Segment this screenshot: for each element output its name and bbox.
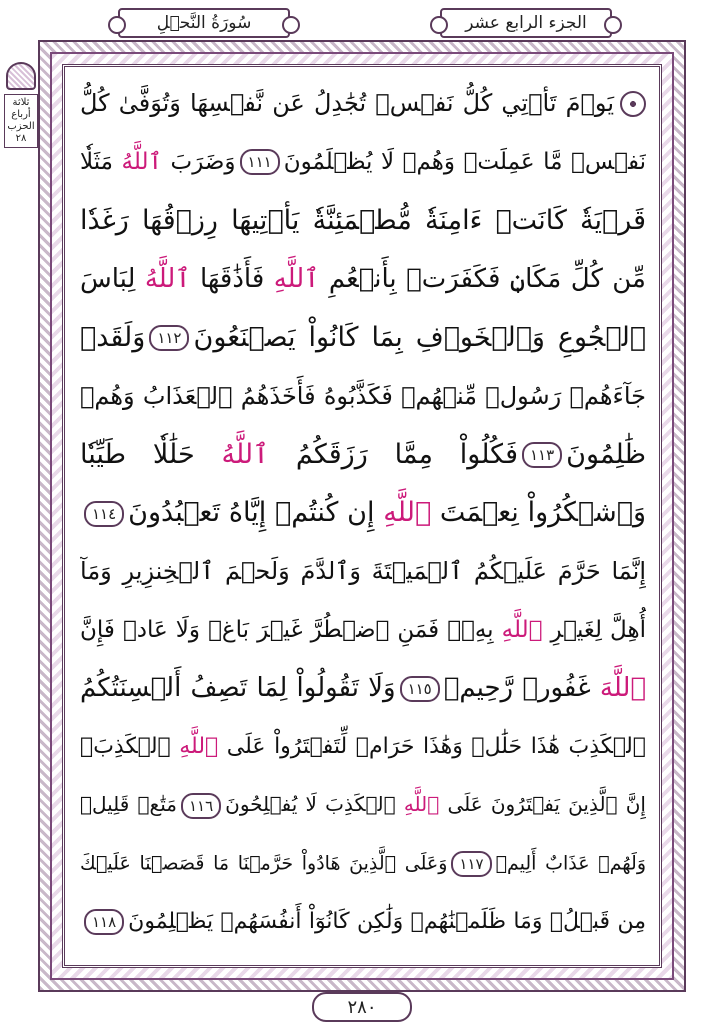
- divine-name-highlight: ٱللَّهَ: [599, 673, 646, 704]
- divine-name-highlight: ٱللَّهُ: [121, 148, 162, 175]
- divine-name-highlight: ٱللَّهِ: [179, 734, 219, 760]
- hizb-marker: [4, 62, 38, 148]
- verse-text: مَثَلٗا: [80, 148, 122, 175]
- divine-name-highlight: ٱللَّهِ: [273, 263, 320, 294]
- verse-text: ٱلۡجُوعِ وَٱلۡخَوۡفِ بِمَا كَانُواْ يَصۡنَعُونَ: [193, 321, 646, 353]
- verse-text: وَٱشۡكُرُواْ نِعۡمَتَ: [431, 497, 646, 529]
- verse-text: نَفۡسٖ مَّا عَمِلَتۡ وَهُمۡ لَا يُظۡلَمُونَ: [283, 148, 646, 175]
- verse-text: وَلَهُمۡ عَذَابٌ أَلِيمٞ: [495, 852, 646, 875]
- ayah-number-marker: ١١٥: [400, 676, 440, 702]
- text-line: [80, 250, 646, 309]
- text-line: [80, 718, 646, 777]
- ayah-number-marker: ١١١: [240, 149, 280, 175]
- verse-text: بِهِۦۖ فَمَنِ ٱضۡطُرَّ غَيۡرَ بَاغٖ وَلَا عَادٖ فَإِنَّ: [80, 616, 502, 643]
- ornament-icon: [620, 91, 646, 117]
- text-line: [80, 74, 646, 133]
- verse-text: حَلَٰلٗا طَيِّبٗا: [80, 438, 222, 470]
- verse-text: لِبَاسَ: [80, 263, 145, 294]
- text-line: [80, 659, 646, 718]
- verse-text: غَفُورٞ رَّحِيمٞ: [443, 673, 600, 704]
- verse-text: ٱلۡكَذِبَۚ: [80, 734, 180, 760]
- verse-text: وَلَقَدۡ: [80, 321, 146, 353]
- text-line: [80, 893, 646, 952]
- text-line: [80, 601, 646, 660]
- verse-text: ظَٰلِمُونَ: [566, 438, 646, 470]
- verse-text: وَعَلَى ٱلَّذِينَ هَادُواْ حَرَّمۡنَا مَا قَصَصۡنَا عَلَيۡكَ: [80, 852, 448, 875]
- divine-name-highlight: ٱللَّهِ: [383, 497, 432, 529]
- ayah-number-marker: ١١٦: [181, 793, 221, 819]
- text-line: [80, 133, 646, 192]
- ayah-number-marker: ١١٧: [451, 851, 491, 877]
- text-line: [80, 308, 646, 367]
- verse-text: مَتَٰعٞ قَلِيلٞ: [80, 792, 177, 816]
- divine-name-highlight: ٱللَّهُ: [144, 263, 191, 294]
- quran-text-block: [80, 74, 646, 954]
- text-line: [80, 425, 646, 484]
- divine-name-highlight: ٱللَّهِ: [403, 792, 440, 816]
- verse-text: قَرۡيَةٗ كَانَتۡ ءَامِنَةٗ مُّطۡمَئِنَّةٗ يَأۡتِيهَا رِزۡقُهَا رَغَدٗا: [80, 204, 646, 236]
- text-line: [80, 367, 646, 426]
- text-line: [80, 776, 646, 835]
- ayah-number-marker: ١١٨: [84, 909, 124, 935]
- ayah-number-marker: ١١٢: [149, 325, 189, 351]
- verse-text: جَآءَهُمۡ رَسُولٞ مِّنۡهُمۡ فَكَذَّبُوهُ فَأَخَذَهُمُ ٱلۡعَذَابُ وَهُمۡ: [80, 381, 646, 410]
- verse-text: فَأَذَٰقَهَا: [190, 263, 274, 294]
- verse-text: وَلَا تَقُولُواْ لِمَا تَصِفُ أَلۡسِنَتُكُمُ: [80, 673, 396, 704]
- verse-text: ٱلۡكَذِبَ لَا يُفۡلِحُونَ: [225, 792, 404, 816]
- juz-header: الجزء الرابع عشر: [440, 8, 612, 38]
- ayah-number-marker: ١١٣: [522, 442, 562, 468]
- verse-text: إِنَّ ٱلَّذِينَ يَفۡتَرُونَ عَلَى: [439, 792, 646, 816]
- text-line: [80, 542, 646, 601]
- divine-name-highlight: ٱللَّهُ: [221, 438, 269, 470]
- verse-text: وَضَرَبَ: [161, 148, 236, 175]
- surah-name-header: سُورَةُ النَّحۡلِ: [118, 8, 290, 38]
- verse-text: يَوۡمَ تَأۡتِي كُلُّ نَفۡسٖ تُجَٰدِلُ عَن نَّفۡسِهَا وَتُوَفَّىٰ كُلُّ: [80, 89, 614, 118]
- ayah-number-marker: ١١٤: [84, 501, 124, 527]
- hizb-marker-text: ثلاثة أرباع الحزب ٢٨: [4, 94, 38, 148]
- verse-text: إِن كُنتُمۡ إِيَّاهُ تَعۡبُدُونَ: [128, 497, 384, 529]
- hizb-dome-icon: [6, 62, 36, 90]
- verse-text: مِن قَبۡلُۖ وَمَا ظَلَمۡنَٰهُمۡ وَلَٰكِن كَانُوٓاْ أَنفُسَهُمۡ يَظۡلِمُونَ: [128, 909, 646, 935]
- verse-text: إِنَّمَا حَرَّمَ عَلَيۡكُمُ ٱلۡمَيۡتَةَ وَٱلدَّمَ وَلَحۡمَ ٱلۡخِنزِيرِ وَمَآ: [80, 557, 646, 586]
- text-line: [80, 484, 646, 543]
- text-line: [80, 191, 646, 250]
- page-number: ٢٨٠: [312, 992, 412, 1022]
- text-line: [80, 835, 646, 894]
- verse-text: ٱلۡكَذِبَ هَٰذَا حَلَٰلٞ وَهَٰذَا حَرَامٞ لِّتَفۡتَرُواْ عَلَى: [218, 734, 646, 760]
- verse-text: مِّن كُلِّ مَكَانٖ فَكَفَرَتۡ بِأَنۡعُمِ: [319, 263, 646, 294]
- verse-text: فَكُلُواْ مِمَّا رَزَقَكُمُ: [268, 438, 518, 470]
- verse-text: أُهِلَّ لِغَيۡرِ: [542, 616, 646, 643]
- divine-name-highlight: ٱللَّهِ: [501, 616, 543, 643]
